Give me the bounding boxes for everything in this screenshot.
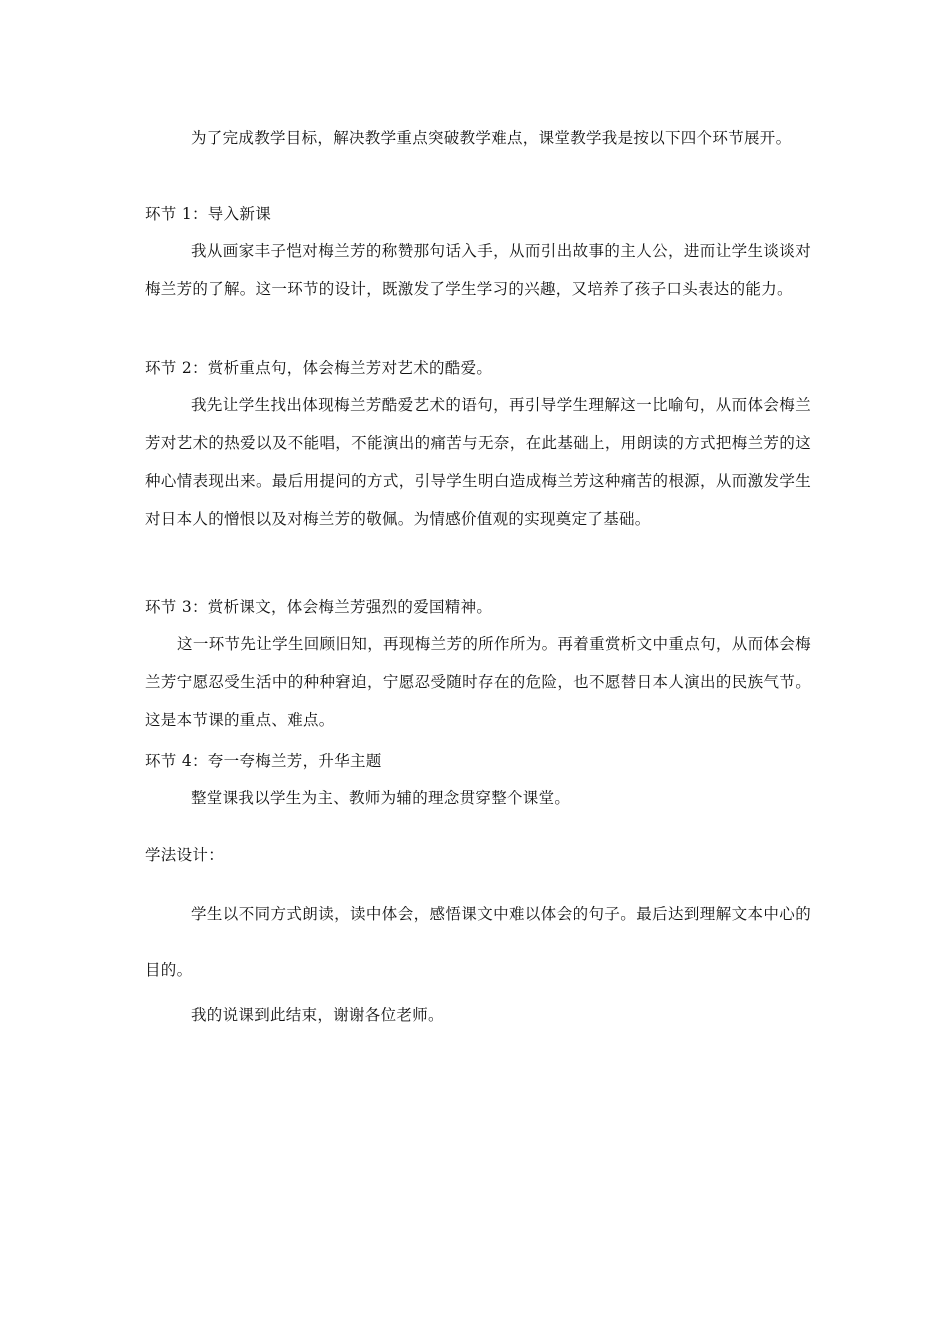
section-4-heading: 环节 4：夸一夸梅兰芳，升华主题 — [145, 752, 382, 770]
intro-paragraph: 为了完成教学目标，解决教学重点突破教学难点，课堂教学我是按以下四个环节展开。 — [191, 129, 792, 147]
closing-paragraph: 我的说课到此结束，谢谢各位老师。 — [191, 1006, 444, 1024]
section-2-paragraph: 我先让学生找出体现梅兰芳酷爱艺术的语句，再引导学生理解这一比喻句，从而体会梅兰芳对艺术的热爱以及不能唱，不能演出的痛苦与无奈，在此基础上，用朗读的方式把梅兰芳的这种心情表现出来。最后用提问的方式，引导学生明白造成梅兰芳这种痛苦的根源，从而激发学生对日本人的憎恨以及对梅兰芳的敬佩。为情感价值观的实现奠定了基础。 — [145, 396, 811, 528]
section-2-heading: 环节 2：赏析重点句，体会梅兰芳对艺术的酷爱。 — [145, 359, 493, 377]
section-3-paragraph: 这一环节先让学生回顾旧知，再现梅兰芳的所作所为。再着重赏析文中重点句，从而体会梅兰芳宁愿忍受生活中的种种窘迫，宁愿忍受随时存在的危险，也不愿替日本人演出的民族气节。这是本节课的重点、难点。 — [145, 635, 811, 729]
section-1-heading: 环节 1：导入新课 — [145, 205, 271, 223]
method-paragraph: 学生以不同方式朗读，读中体会，感悟课文中难以体会的句子。最后达到理解文本中心的目的。 — [145, 905, 811, 979]
section-3-heading: 环节 3：赏析课文，体会梅兰芳强烈的爱国精神。 — [145, 598, 493, 616]
section-1-paragraph: 我从画家丰子恺对梅兰芳的称赞那句话入手，从而引出故事的主人公，进而让学生谈谈对梅兰芳的了解。这一环节的设计，既激发了学生学习的兴趣，又培养了孩子口头表达的能力。 — [145, 242, 811, 298]
section-4-paragraph: 整堂课我以学生为主、教师为辅的理念贯穿整个课堂。 — [191, 789, 571, 807]
method-heading: 学法设计： — [145, 846, 225, 864]
